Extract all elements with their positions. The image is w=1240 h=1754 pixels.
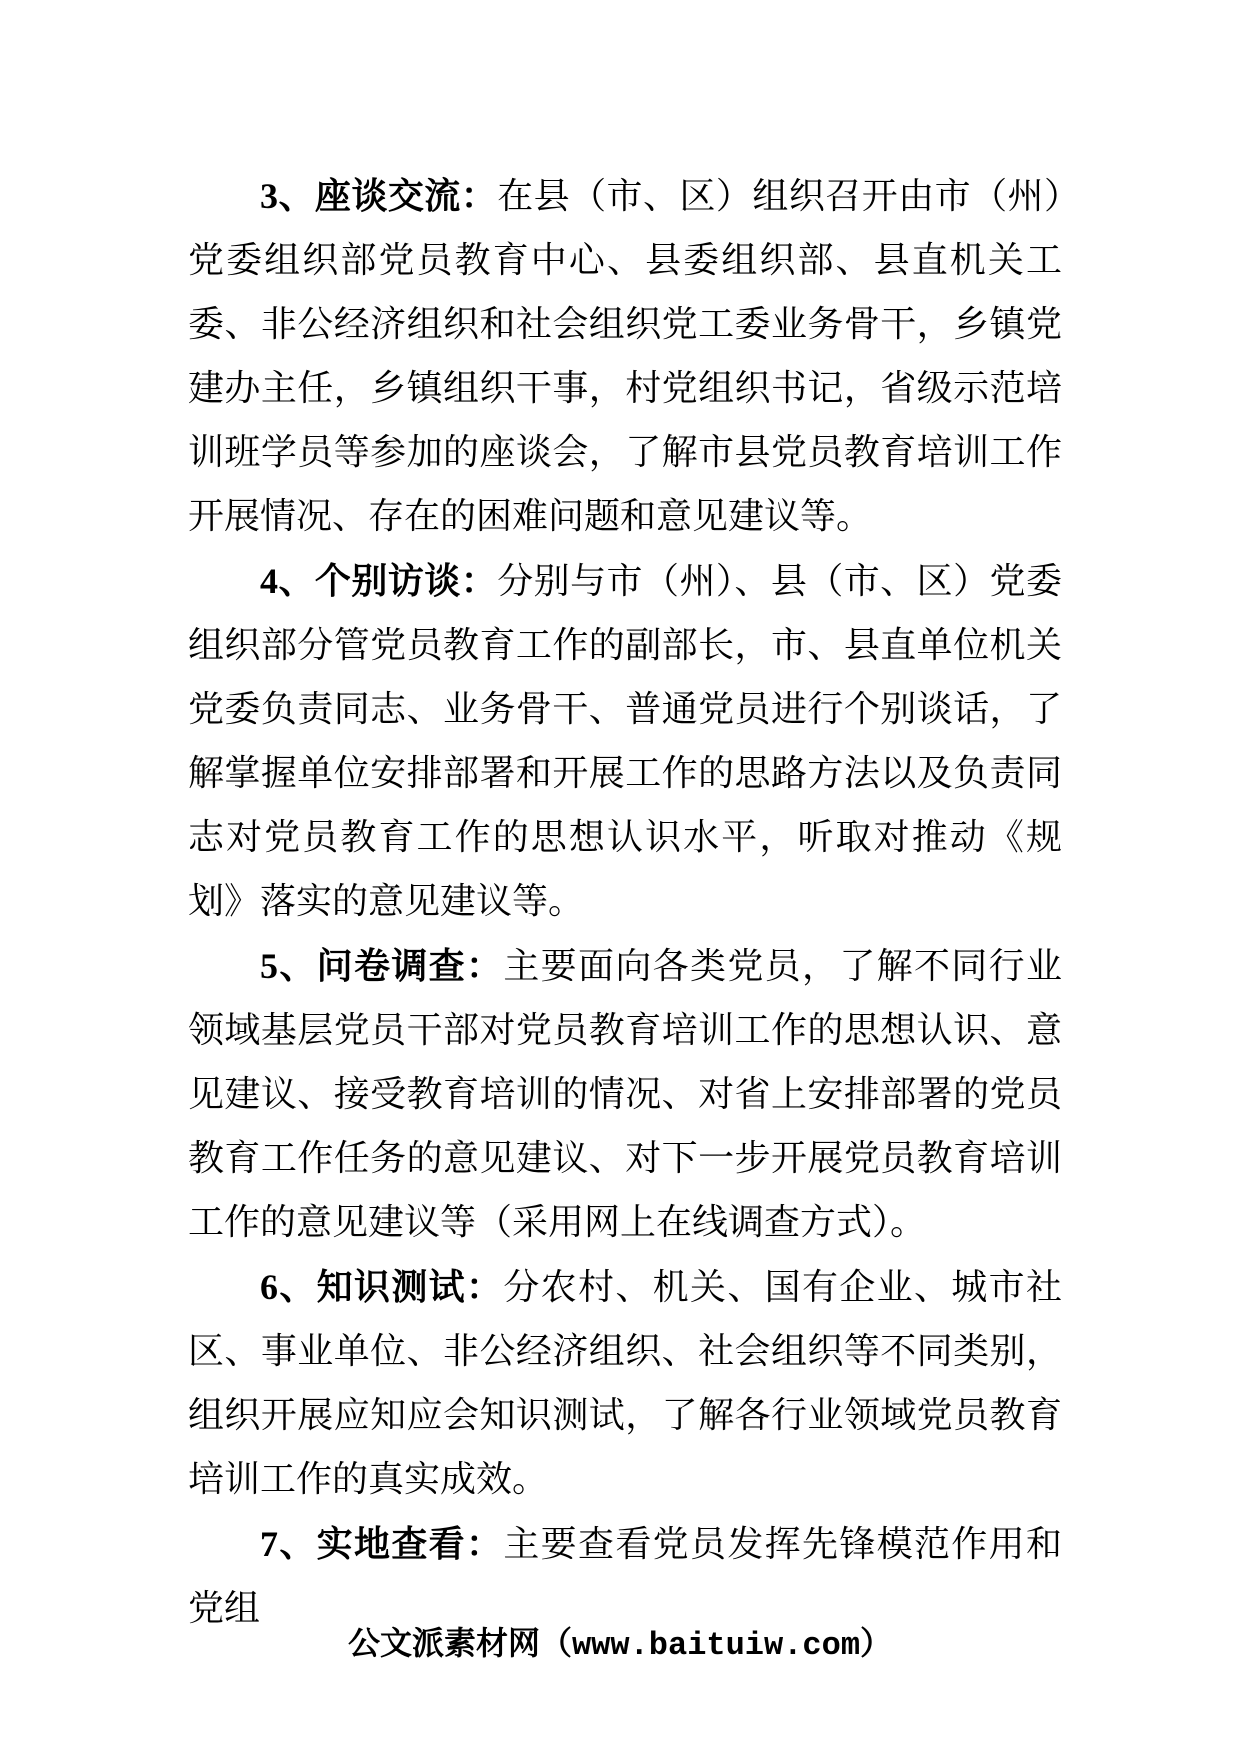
paragraph-6 [188, 1255, 1062, 1512]
item-number: 5 [260, 946, 278, 986]
item-heading: 、问卷调查： [278, 946, 504, 987]
item-number: 4 [260, 561, 278, 601]
item-text: 在县（市、区）组织召开由市（州）党委组织部党员教育中心、县委组织部、县直机关工委、非公经济组织和社会组织党工委业务骨干，乡镇党建办主任，乡镇组织干事，村党组织书记，省级示范培训班学员等参加的座谈会，了解市县党员教育培训工作开展情况、存在的困难问题和意见建议等。 [188, 176, 1062, 537]
paragraph-5 [188, 934, 1062, 1255]
item-heading: 、座谈交流： [278, 176, 498, 217]
item-text: 分别与市（州）、县（市、区）党委组织部分管党员教育工作的副部长，市、县直单位机关党委负责同志、业务骨干、普通党员进行个别谈话，了解掌握单位安排部署和开展工作的思路方法以及负责同志对党员教育工作的思想认识水平，听取对推动《规划》落实的意见建议等。 [188, 561, 1062, 922]
page-footer [0, 1618, 1240, 1664]
item-text: 分农村、机关、国有企业、城市社区、事业单位、非公经济组织、社会组织等不同类别，组织开展应知应会知识测试，了解各行业领域党员教育培训工作的真实成效。 [188, 1267, 1062, 1500]
item-heading: 、实地查看： [278, 1524, 504, 1565]
item-text: 主要面向各类党员，了解不同行业领域基层党员干部对党员教育培训工作的思想认识、意见建议、接受教育培训的情况、对省上安排部署的党员教育工作任务的意见建议、对下一步开展党员教育培训工作的意见建议等（采用网上在线调查方式）。 [188, 946, 1062, 1243]
document-body [188, 164, 1062, 1641]
item-heading: 、知识测试： [278, 1267, 504, 1308]
item-number: 7 [260, 1524, 278, 1564]
item-number: 3 [260, 176, 278, 216]
paragraph-3 [188, 164, 1062, 549]
footer-site-name: 公文派素材网 [347, 1624, 540, 1662]
paragraph-4 [188, 549, 1062, 934]
item-number: 6 [260, 1267, 278, 1307]
item-heading: 、个别访谈： [278, 561, 498, 602]
item-text: 主要查看党员发挥先锋模范作用和党组 [188, 1524, 1062, 1629]
footer-url: （www.baituiw.com） [539, 1627, 893, 1664]
